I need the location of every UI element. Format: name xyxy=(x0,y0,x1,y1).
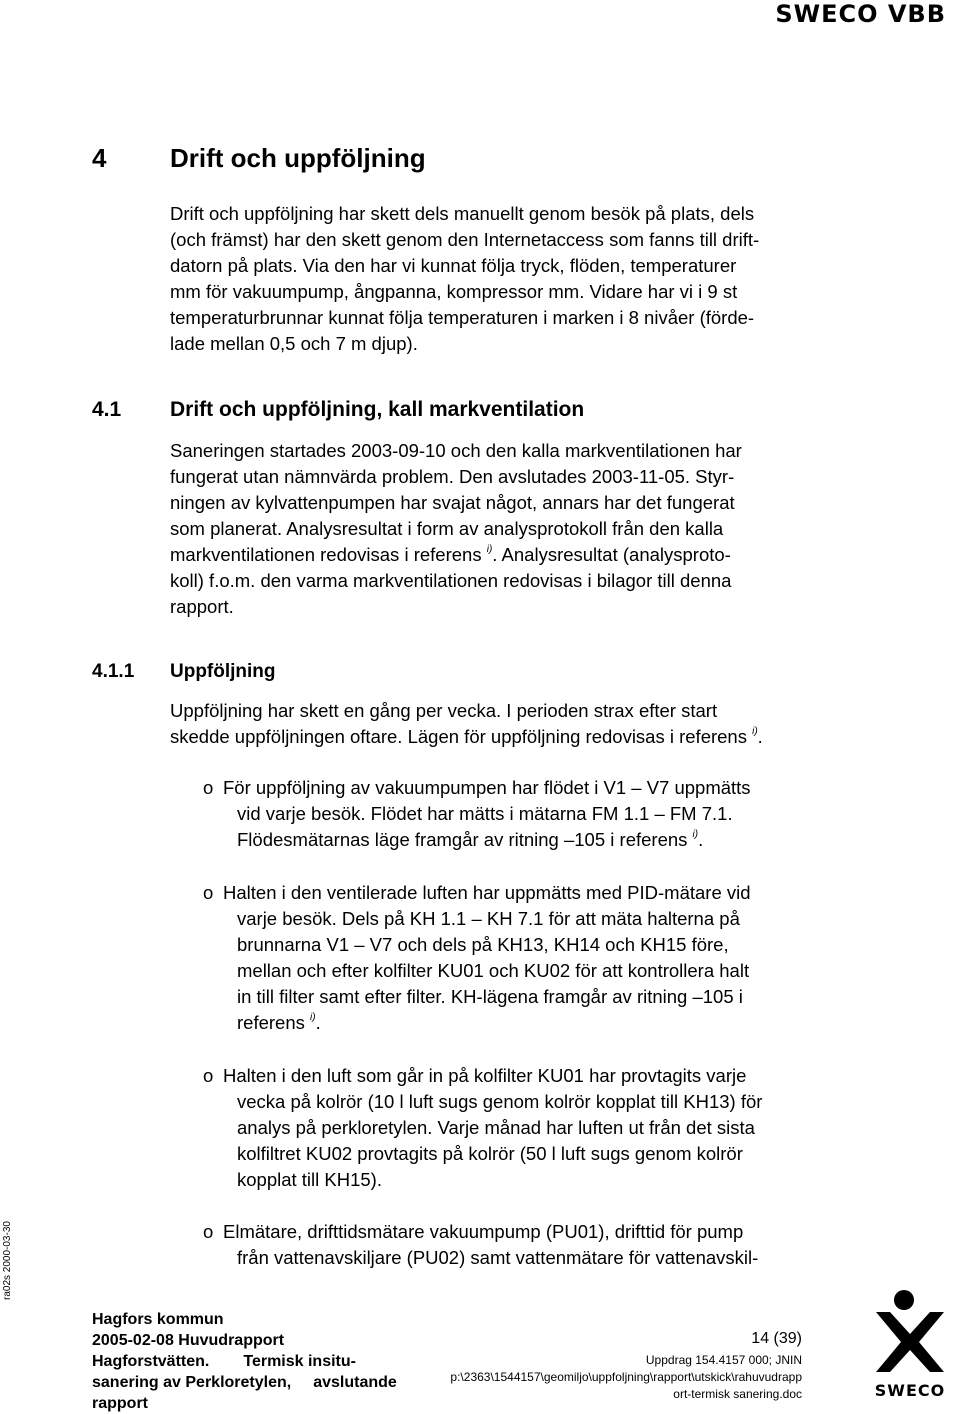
text-run: Hagforstvätten. xyxy=(92,1353,210,1370)
bullet-marker: o xyxy=(203,1065,214,1086)
bullet-line xyxy=(203,1219,843,1245)
text-run: avslutande xyxy=(313,1374,397,1391)
body-line: lade mellan 0,5 och 7 m djup). xyxy=(170,333,418,354)
section-title: Uppföljning xyxy=(170,661,276,682)
body-line: ningen av kylvattenpumpen har svajat något, annars har det fungerat xyxy=(170,492,735,513)
section-number: 4 xyxy=(92,143,107,173)
body-line: datorn på plats. Via den har vi kunnat följa tryck, flöden, temperaturer xyxy=(170,255,737,276)
section-number: 4.1.1 xyxy=(92,661,135,682)
reference-marker: i) xyxy=(310,1012,316,1023)
body-line: mm för vakuumpump, ångpanna, kompressor mm. Vidare har vi i 9 st xyxy=(170,281,738,302)
bullet-line: kolfiltret KU02 provtagits på kolrör (50 l luft sugs genom kolrör xyxy=(237,1143,743,1164)
footer-document-info xyxy=(92,1309,397,1414)
footer-title-line xyxy=(92,1372,397,1393)
body-line: koll) f.o.m. den varma markventilationen redovisas i bilagor till denna xyxy=(170,570,732,591)
page-number: 14 (39) xyxy=(751,1330,802,1347)
bullet-line: kopplat till KH15). xyxy=(237,1169,382,1190)
bullet-line: från vattenavskiljare (PU02) samt vattenmätare för vattenavskil- xyxy=(237,1247,759,1268)
bullet-item-elmatare xyxy=(203,1219,843,1271)
text-run: referens xyxy=(237,1012,311,1033)
logo-wordmark: SWECO xyxy=(874,1381,946,1400)
bullet-line: mellan och efter kolfilter KU01 och KU02 för att kontrollera halt xyxy=(237,960,750,981)
bullet-line: vecka på kolrör (10 l luft sugs genom kolrör kopplat till KH13) för xyxy=(237,1091,763,1112)
section-4-1-1-heading xyxy=(92,659,276,685)
footer-date-title: 2005-02-08 Huvudrapport xyxy=(92,1332,285,1349)
body-line xyxy=(170,542,830,568)
text-run: Termisk insitu- xyxy=(243,1353,356,1370)
section-4-1-heading xyxy=(92,396,584,424)
reference-marker: i) xyxy=(692,829,699,840)
footer-title-line xyxy=(92,1351,397,1372)
section-4-1-body xyxy=(170,438,830,620)
body-line: fungerat utan nämnvärda problem. Den avslutades 2003-11-05. Styr- xyxy=(170,466,735,487)
footer-meta xyxy=(450,1330,802,1403)
section-title: Drift och uppföljning xyxy=(170,143,426,173)
text-run: sanering av Perkloretylen, xyxy=(92,1374,292,1391)
text-run: Halten i den luft som går in på kolfilter KU01 har provtagits varje xyxy=(223,1065,747,1086)
bullet-marker: o xyxy=(203,882,214,903)
brand-header: SWECO VBB xyxy=(775,0,946,28)
bullet-line: in till filter samt efter filter. KH-lägena framgår av ritning –105 i xyxy=(237,986,743,1007)
reference-marker: i) xyxy=(486,544,493,555)
section-4-body xyxy=(170,201,830,357)
body-line: Saneringen startades 2003-09-10 och den kalla markventilationen har xyxy=(170,440,742,461)
body-line: rapport. xyxy=(170,596,234,617)
bullet-item-kolfilter xyxy=(203,1063,843,1193)
bullet-line xyxy=(203,1010,843,1036)
bullet-line xyxy=(203,880,843,906)
text-run: markventilationen redovisas i referens xyxy=(170,544,487,565)
bullet-line: varje besök. Dels på KH 1.1 – KH 7.1 för att mäta halterna på xyxy=(237,908,740,929)
text-run: Flödesmätarnas läge framgår av ritning –105 i referens xyxy=(237,829,693,850)
bullet-marker: o xyxy=(203,1221,214,1242)
body-line: Drift och uppföljning har skett dels manuellt genom besök på plats, dels xyxy=(170,203,755,224)
footer-client: Hagfors kommun xyxy=(92,1311,224,1328)
bullet-line xyxy=(203,1063,843,1089)
section-number: 4.1 xyxy=(92,398,122,421)
bullet-line xyxy=(203,827,843,853)
body-line: Uppföljning har skett en gång per vecka. I perioden strax efter start xyxy=(170,700,718,721)
text-run: För uppföljning av vakuumpumpen har flödet i V1 – V7 uppmätts xyxy=(223,777,751,798)
text-run: . xyxy=(315,1012,321,1033)
bullet-line xyxy=(203,775,843,801)
section-4-heading xyxy=(92,140,426,176)
section-title: Drift och uppföljning, kall markventilation xyxy=(170,398,585,421)
footer-title-line: rapport xyxy=(92,1395,148,1412)
text-run: . Analysresultat (analysproto- xyxy=(492,544,731,565)
body-line: som planerat. Analysresultat i form av analysprotokoll från den kalla xyxy=(170,518,724,539)
section-4-1-1-body xyxy=(170,698,830,750)
bullet-line: analys på perkloretylen. Varje månad har luften ut från det sista xyxy=(237,1117,755,1138)
side-stamp: ra02s 2000-03-30 xyxy=(2,1221,13,1300)
body-line: temperaturbrunnar kunnat följa temperaturen i marken i 8 nivåer (förde- xyxy=(170,307,755,328)
text-run: Halten i den ventilerade luften har uppmätts med PID-mätare vid xyxy=(223,882,751,903)
bullet-item-pid xyxy=(203,880,843,1036)
text-run: . xyxy=(698,829,704,850)
bullet-marker: o xyxy=(203,777,214,798)
text-run: skedde uppföljningen oftare. Lägen för uppföljning redovisas i referens xyxy=(170,726,753,747)
sweco-logo xyxy=(870,1288,950,1400)
text-run: Elmätare, drifttidsmätare vakuumpump (PU01), drifttid för pump xyxy=(223,1221,744,1242)
reference-marker: i) xyxy=(752,726,758,737)
body-line: (och främst) har den skett genom den Internetaccess som fanns till drift- xyxy=(170,229,760,250)
file-path: p:\2363\1544157\geomiljo\uppfoljning\rapport\utskick\rahuvudrapp xyxy=(450,1370,802,1384)
bullet-line: brunnarna V1 – V7 och dels på KH13, KH14 och KH15 före, xyxy=(237,934,729,955)
file-path: ort-termisk sanering.doc xyxy=(673,1387,802,1401)
bullet-line: vid varje besök. Flödet har mätts i mätarna FM 1.1 – FM 7.1. xyxy=(237,803,733,824)
body-line xyxy=(170,724,830,750)
assignment-number: Uppdrag 154.4157 000; JNIN xyxy=(645,1353,802,1367)
bullet-item-flow xyxy=(203,775,843,853)
text-run: . xyxy=(757,726,763,747)
